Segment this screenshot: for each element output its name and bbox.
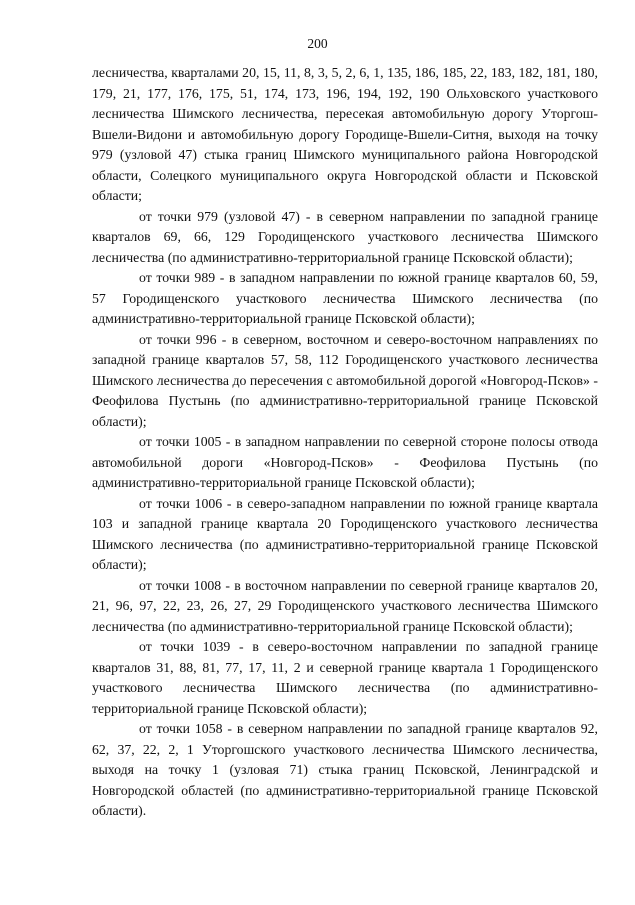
paragraph-point-1005: от точки 1005 - в западном направлении по северной стороне полосы отвода автомобильной дороги «Новгород-Псков» - Феофилова Пустынь (по административно-территориальной границе Псковской области); [92, 434, 598, 490]
paragraph-point-1008: от точки 1008 - в восточном направлении по северной границе кварталов 20, 21, 96, 97, 22, 23, 26, 27, 29 Городищенского участкового лесничества Шимского лесничества (по административно-территориальной границе Псковской области); [92, 577, 598, 634]
page-number: 200 [307, 36, 328, 51]
paragraph-point-996: от точки 996 - в северном, восточном и северо-восточном направлениях по западной границе кварталов 57, 58, 112 Городищенского участкового лесничества Шимского лесничества до пересечения с автомобильной дорогой «Новгород-Псков» - Феофилова Пустынь (по административно-территориальной границе Псковской области); [92, 331, 598, 429]
paragraph-point-989: от точки 989 - в западном направлении по южной границе кварталов 60, 59, 57 Городищенского участкового лесничества Шимского лесничества (по административно-территориальной границе Псковской области); [92, 270, 598, 326]
paragraph-point-1039: от точки 1039 - в северо-восточном направлении по западной границе кварталов 31, 88, 81, 77, 17, 11, 2 и северной границе квартала 1 Городищенского участкового лесничества Шимского лесничества (по административно-территориальной границе Псковской области); [92, 639, 598, 716]
paragraph-point-1058: от точки 1058 - в северном направлении по западной границе кварталов 92, 62, 37, 22, 2, 1 Уторгошского участкового лесничества Шимского лесничества, выходя на точку 1 (узловая 71) стыка границ Псковской, Ленинградской и Новгородской областей (по административно-территориальной границе Псковской области). [92, 721, 598, 818]
paragraph-point-1006: от точки 1006 - в северо-западном направлении по южной границе квартала 103 и западной границе квартала 20 Городищенского участкового лесничества Шимского лесничества (по административно-территориальной границе Псковской области); [92, 495, 598, 572]
paragraph-continuation: лесничества, кварталами 20, 15, 11, 8, 3, 5, 2, 6, 1, 135, 186, 185, 22, 183, 182, 181, 180, 179, 21, 177, 176, 175, 51, 174, 173, 196, 194, 192, 190 Ольховского участкового лесничества Шимского лесничества, пересекая автомобильную дорогу Уторгош-Вшели-Видони и автомобильную дорогу Городище-Вшели-Ситня, выходя на точку 979 (узловой 47) стыка границ Шимского муниципального района Новгородской области, Солецкого муниципального округа Новгородской области и Псковской области; [92, 65, 598, 203]
document-body [92, 63, 598, 822]
paragraph-point-979: от точки 979 (узловой 47) - в северном направлении по западной границе кварталов 69, 66, 129 Городищенского участкового лесничества Шимского лесничества (по административно-территориальной границе Псковской области); [92, 208, 598, 265]
